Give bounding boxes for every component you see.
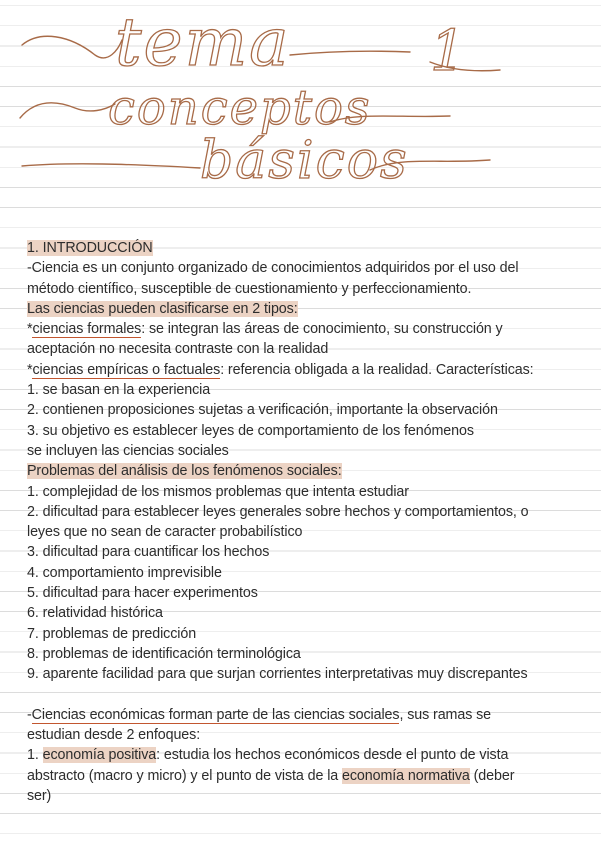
empirical-rest: : referencia obligada a la realidad. Características:	[220, 361, 534, 378]
problems-title	[27, 461, 587, 481]
title-word-tema: tema	[115, 4, 291, 81]
notes-body	[27, 238, 587, 806]
problem-item: 2. dificultad para establecer leyes generales sobre hechos y comportamientos, o	[27, 503, 529, 520]
bullet-star: *	[27, 361, 33, 378]
problem-item: 7. problemas de predicción	[27, 625, 197, 642]
normative-economics-line	[27, 766, 587, 786]
problems-title-highlight: Problemas del análisis de los fenómenos sociales:	[27, 463, 342, 480]
heading-highlight: 1. INTRODUCCIÓN	[27, 240, 153, 256]
handwritten-title	[0, 0, 601, 200]
swash-line-3	[22, 164, 200, 168]
last-line: ser)	[27, 788, 52, 805]
definition-line-1: -Ciencia es un conjunto organizado de conocimientos adquiridos por el uso del	[27, 260, 519, 277]
swash-line-1	[22, 36, 122, 58]
problem-item: 1. complejidad de los mismos problemas que intenta estudiar	[27, 483, 409, 500]
economics-line-2: estudian desde 2 enfoques:	[27, 727, 201, 744]
swash-line-1b	[290, 51, 410, 55]
characteristic-item: se incluyen las ciencias sociales	[27, 442, 229, 459]
types-intro-highlight: Las ciencias pueden clasificarse en 2 tipos:	[27, 300, 298, 317]
section-heading	[27, 238, 587, 258]
term-economia-normativa: economía normativa	[342, 767, 470, 784]
definition-line-2: método científico, susceptible de cuestionamiento y perfeccionamiento.	[27, 280, 472, 297]
problem-item: leyes que no sean de caracter probabilístico	[27, 524, 303, 541]
characteristic-item: 1. se basan en la experiencia	[27, 382, 211, 399]
positive-economics-line	[27, 745, 587, 765]
title-word-conceptos: conceptos	[108, 80, 372, 136]
bullet-star: *	[27, 321, 33, 338]
empirical-line	[27, 360, 587, 380]
formal-line-1	[27, 319, 587, 339]
problem-item: 8. problemas de identificación terminológica	[27, 645, 301, 662]
term-ciencias-formales: ciencias formales	[32, 321, 142, 338]
title-number: 1	[430, 19, 468, 84]
characteristic-item: 2. contienen proposiciones sujetas a verificación, importante la observación	[27, 402, 498, 419]
term-ciencias-economicas: Ciencias económicas forman parte de las ciencias sociales	[31, 706, 400, 723]
econ-rest: , sus ramas se	[399, 706, 492, 723]
economics-line-1	[27, 705, 587, 725]
problem-item: 6. relatividad histórica	[27, 605, 163, 622]
formal-line-2: aceptación no necesita contraste con la realidad	[27, 341, 329, 358]
problem-item: 4. comportamiento imprevisible	[27, 564, 222, 581]
norm-prefix: abstracto (macro y micro) y el punto de vista de la	[27, 767, 343, 784]
pos-rest: : estudia los hechos económicos desde el punto de vista	[156, 747, 509, 764]
characteristic-item: 3. su objetivo es establecer leyes de comportamiento de los fenómenos	[27, 422, 474, 439]
problem-item: 3. dificultad para cuantificar los hechos	[27, 544, 270, 561]
swash-line-2	[20, 103, 115, 118]
econ-dash: -	[27, 706, 32, 723]
formal-rest: : se integran las áreas de conocimiento, su construcción y	[141, 321, 503, 338]
title-word-basicos: básicos	[200, 131, 409, 191]
problem-item: 9. aparente facilidad para que surjan corrientes interpretativas muy discrepantes	[27, 666, 528, 683]
problem-item: 5. dificultad para hacer experimentos	[27, 585, 258, 602]
pos-prefix: 1.	[27, 747, 43, 764]
types-intro	[27, 299, 587, 319]
term-ciencias-empiricas: ciencias empíricas o factuales	[32, 361, 221, 378]
blank-line	[27, 685, 587, 705]
term-economia-positiva: economía positiva	[42, 747, 157, 764]
norm-rest: (deber	[469, 767, 515, 784]
